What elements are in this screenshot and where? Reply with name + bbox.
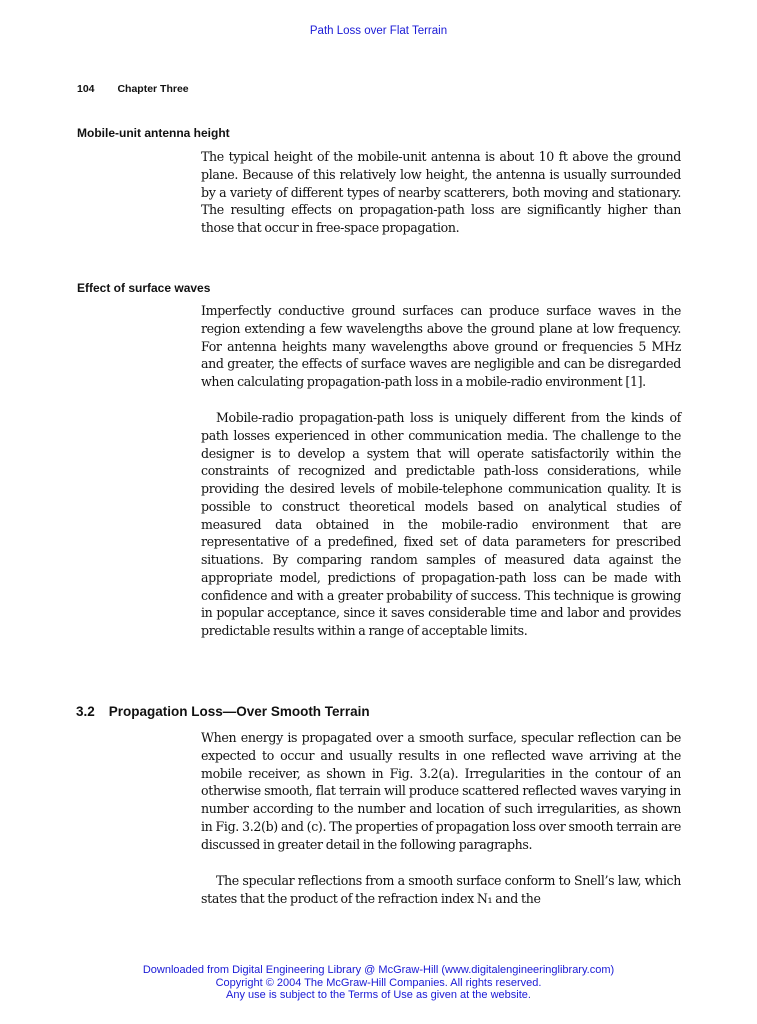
heading-antenna-height: Mobile-unit antenna height xyxy=(77,126,230,140)
footer-copyright: Copyright © 2004 The McGraw-Hill Companies. All rights reserved. xyxy=(215,976,542,989)
section-number: 3.2 xyxy=(76,704,95,719)
running-title[interactable]: Path Loss over Flat Terrain xyxy=(309,25,448,37)
paragraph-surface-waves-1: Imperfectly conductive ground surfaces can produce surface waves in the region extending a few wavelengths above the ground plane at low frequency. For antenna heights many wavelengths above ground or frequencies 5 MHz and greater, the effects of surface waves are negligible and can be disregarded when calculating propagation-path loss in a mobile-radio environment [1]. xyxy=(201,303,681,389)
footer xyxy=(0,964,757,1002)
footer-terms-link[interactable]: Any use is subject to the Terms of Use as given at the website. xyxy=(226,989,531,1001)
heading-surface-waves: Effect of surface waves xyxy=(77,281,211,295)
page-number: 104 xyxy=(77,83,95,95)
heading-section-3-2 xyxy=(76,704,370,719)
paragraph-antenna-height: The typical height of the mobile-unit antenna is about 10 ft above the ground plane. Because of this relatively low height, the antenna is usually surrounded by a variety of different types of nearby scatterers, both moving and stationary. The resulting effects on propagation-path loss are significantly higher than those that occur in free-space propagation. xyxy=(201,149,681,235)
section-title: Propagation Loss—Over Smooth Terrain xyxy=(108,704,370,719)
footer-download-link[interactable]: Downloaded from Digital Engineering Library @ McGraw-Hill (www.digitalengineeringlibrary.com) xyxy=(142,964,615,976)
paragraph-smooth-terrain-1: When energy is propagated over a smooth surface, specular reflection can be expected to occur and usually results in one reflected wave arriving at the mobile receiver, as shown in Fig. 3.2(a). Irregularities in the contour of an otherwise smooth, flat terrain will produce scattered reflected waves varying in number according to the number and location of such irregularities, as shown in Fig. 3.2(b) and (c). The properties of propagation loss over smooth terrain are discussed in greater detail in the following paragraphs. xyxy=(201,730,681,852)
paragraph-surface-waves-2: Mobile-radio propagation-path loss is uniquely different from the kinds of path losses experienced in other communication media. The challenge to the designer is to develop a system that will operate satisfactorily within the constraints of recognized and predictable path-loss considerations, while providing the desired levels of mobile-telephone communication quality. It is possible to construct theoretical models based on analytical studies of measured data obtained in the mobile-radio environment that are representative of a predefined, fixed set of data parameters for prescribed situations. By comparing random samples of measured data against the appropriate model, predictions of propagation-path loss can be made with confidence and with a greater probability of success. This technique is growing in popular acceptance, since it saves considerable time and labor and provides predictable results within a range of acceptable limits. xyxy=(201,410,681,638)
page-header xyxy=(77,83,189,95)
chapter-title: Chapter Three xyxy=(117,83,189,95)
paragraph-smooth-terrain-2: The specular reflections from a smooth surface conform to Snell’s law, which states that the product of the refraction index N₁ and the xyxy=(201,873,681,906)
